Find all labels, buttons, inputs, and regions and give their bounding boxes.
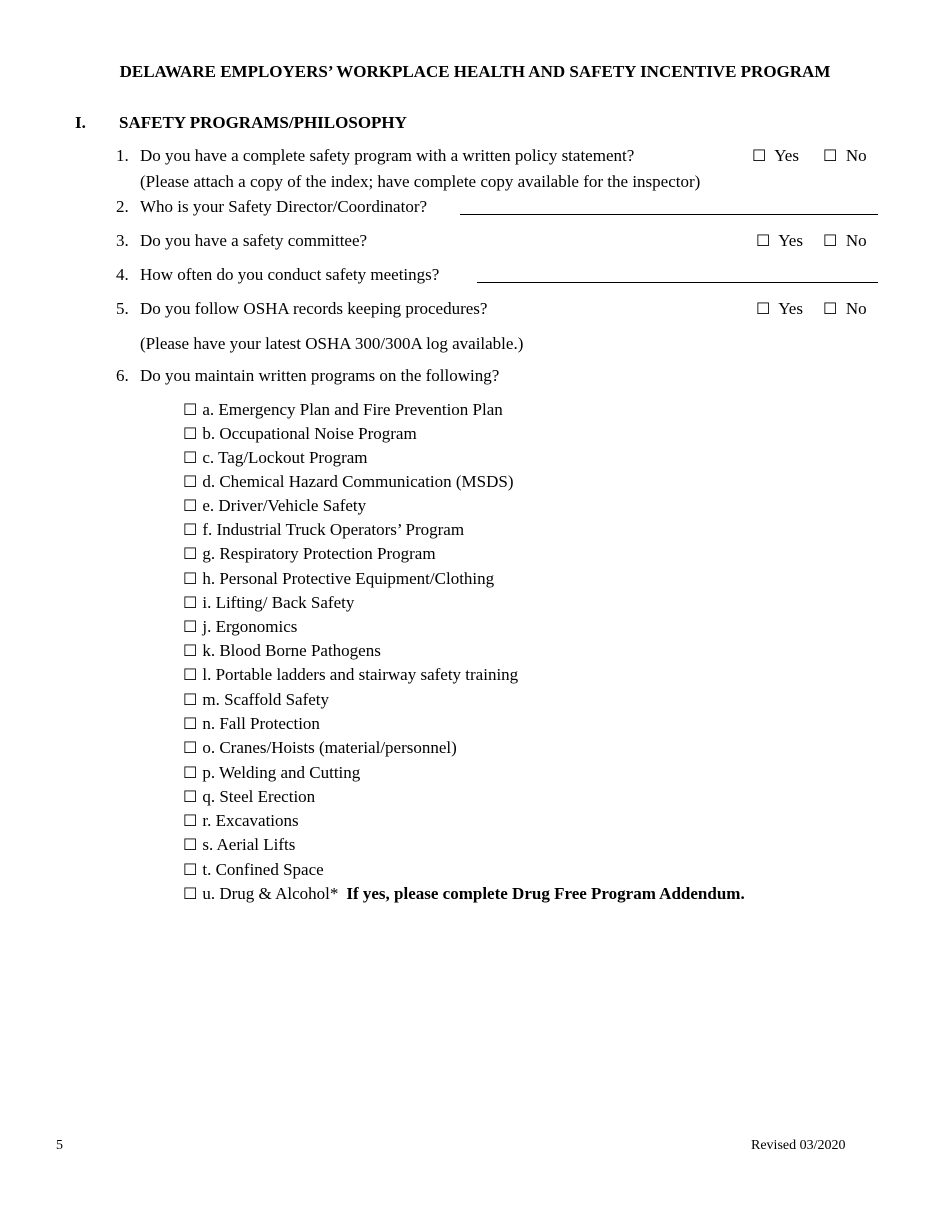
program-label: o. Cranes/Hoists (material/personnel) [202,738,457,757]
checkbox-icon[interactable]: ☐ [183,763,198,782]
question-text: Do you maintain written programs on the following? [140,366,500,385]
checkbox-icon[interactable]: ☐ [183,884,198,903]
program-label: m. Scaffold Safety [202,690,330,709]
section-title: SAFETY PROGRAMS/PHILOSOPHY [119,113,407,132]
program-item[interactable] [183,714,320,736]
revision-date: Revised 03/2020 [751,1138,846,1153]
question-text: Who is your Safety Director/Coordinator? [140,197,428,216]
program-item[interactable] [183,496,366,518]
program-label: e. Driver/Vehicle Safety [202,496,367,515]
program-label: f. Industrial Truck Operators’ Program [202,520,465,539]
checkbox-icon[interactable]: ☐ [756,299,771,318]
checkbox-icon[interactable]: ☐ [823,231,838,250]
yes-option[interactable] [752,146,799,166]
program-label: h. Personal Protective Equipment/Clothing [202,569,495,588]
program-label: d. Chemical Hazard Communication (MSDS) [202,472,514,491]
checkbox-icon[interactable]: ☐ [183,738,198,757]
program-item[interactable] [183,520,464,542]
program-label: b. Occupational Noise Program [202,424,417,443]
program-label: i. Lifting/ Back Safety [202,593,355,612]
question-number: 1. [116,146,129,165]
checkbox-icon[interactable]: ☐ [823,146,838,165]
program-item[interactable] [183,448,368,470]
checkbox-icon[interactable]: ☐ [183,472,198,491]
checkbox-icon[interactable]: ☐ [183,690,198,709]
checkbox-icon[interactable]: ☐ [183,665,198,684]
drug-addendum-note: If yes, please complete Drug Free Program Addendum. [346,884,745,903]
question-number: 3. [116,231,129,250]
program-label: a. Emergency Plan and Fire Prevention Plan [202,400,503,419]
checkbox-icon[interactable]: ☐ [183,641,198,660]
program-item[interactable] [183,617,297,639]
program-label: q. Steel Erection [202,787,316,806]
program-item[interactable] [183,400,503,422]
checkbox-icon[interactable]: ☐ [183,617,198,636]
question-text: Do you follow OSHA records keeping procedures? [140,299,488,318]
question-text: Do you have a complete safety program with a written policy statement? [140,146,635,165]
no-option[interactable] [823,299,867,319]
program-item[interactable] [183,738,457,760]
checkbox-icon[interactable]: ☐ [752,146,767,165]
program-item[interactable] [183,593,354,615]
checkbox-icon[interactable]: ☐ [183,714,198,733]
section-number: I. [75,113,86,132]
no-label: No [845,231,867,250]
program-label: j. Ergonomics [202,617,298,636]
checkbox-icon[interactable]: ☐ [183,593,198,612]
program-label: c. Tag/Lockout Program [202,448,368,467]
program-item[interactable] [183,665,518,687]
program-item[interactable] [183,835,295,857]
program-label: g. Respiratory Protection Program [202,544,436,563]
program-item[interactable] [183,424,417,446]
checkbox-icon[interactable]: ☐ [756,231,771,250]
program-label: p. Welding and Cutting [202,763,361,782]
checkbox-icon[interactable]: ☐ [823,299,838,318]
yes-label: Yes [778,299,803,318]
yes-option[interactable] [756,231,803,251]
program-label: n. Fall Protection [202,714,320,733]
checkbox-icon[interactable]: ☐ [183,520,198,539]
program-item[interactable] [183,884,745,906]
checkbox-icon[interactable]: ☐ [183,496,198,515]
question-number: 6. [116,366,129,385]
checkbox-icon[interactable]: ☐ [183,424,198,443]
document-title: DELAWARE EMPLOYERS’ WORKPLACE HEALTH AND SAFETY INCENTIVE PROGRAM [119,62,831,81]
page-number: 5 [56,1138,63,1153]
question-text: Do you have a safety committee? [140,231,368,250]
safety-director-field[interactable] [460,214,878,215]
program-item[interactable] [183,787,315,809]
question-text: How often do you conduct safety meetings? [140,265,440,284]
checkbox-icon[interactable]: ☐ [183,811,198,830]
checkbox-icon[interactable]: ☐ [183,860,198,879]
program-label: u. Drug & Alcohol* [202,884,339,903]
no-label: No [845,299,867,318]
program-item[interactable] [183,472,513,494]
no-option[interactable] [823,146,867,166]
program-label: t. Confined Space [202,860,324,879]
no-label: No [845,146,867,165]
checkbox-icon[interactable]: ☐ [183,544,198,563]
program-label: k. Blood Borne Pathogens [202,641,381,660]
question-note: (Please have your latest OSHA 300/300A log available.) [140,334,524,353]
safety-meetings-field[interactable] [477,282,878,283]
question-note: (Please attach a copy of the index; have complete copy available for the inspector) [140,172,701,191]
yes-label: Yes [778,231,803,250]
program-item[interactable] [183,569,494,591]
program-item[interactable] [183,544,436,566]
program-item[interactable] [183,763,360,785]
program-item[interactable] [183,690,329,712]
program-item[interactable] [183,641,381,663]
checkbox-icon[interactable]: ☐ [183,787,198,806]
question-number: 5. [116,299,129,318]
checkbox-icon[interactable]: ☐ [183,400,198,419]
yes-option[interactable] [756,299,803,319]
yes-label: Yes [774,146,799,165]
program-item[interactable] [183,860,324,882]
checkbox-icon[interactable]: ☐ [183,835,198,854]
no-option[interactable] [823,231,867,251]
program-item[interactable] [183,811,299,833]
checkbox-icon[interactable]: ☐ [183,448,198,467]
program-label: l. Portable ladders and stairway safety training [202,665,519,684]
program-label: s. Aerial Lifts [202,835,296,854]
question-number: 4. [116,265,129,284]
program-label: r. Excavations [202,811,299,830]
question-number: 2. [116,197,129,216]
checkbox-icon[interactable]: ☐ [183,569,198,588]
